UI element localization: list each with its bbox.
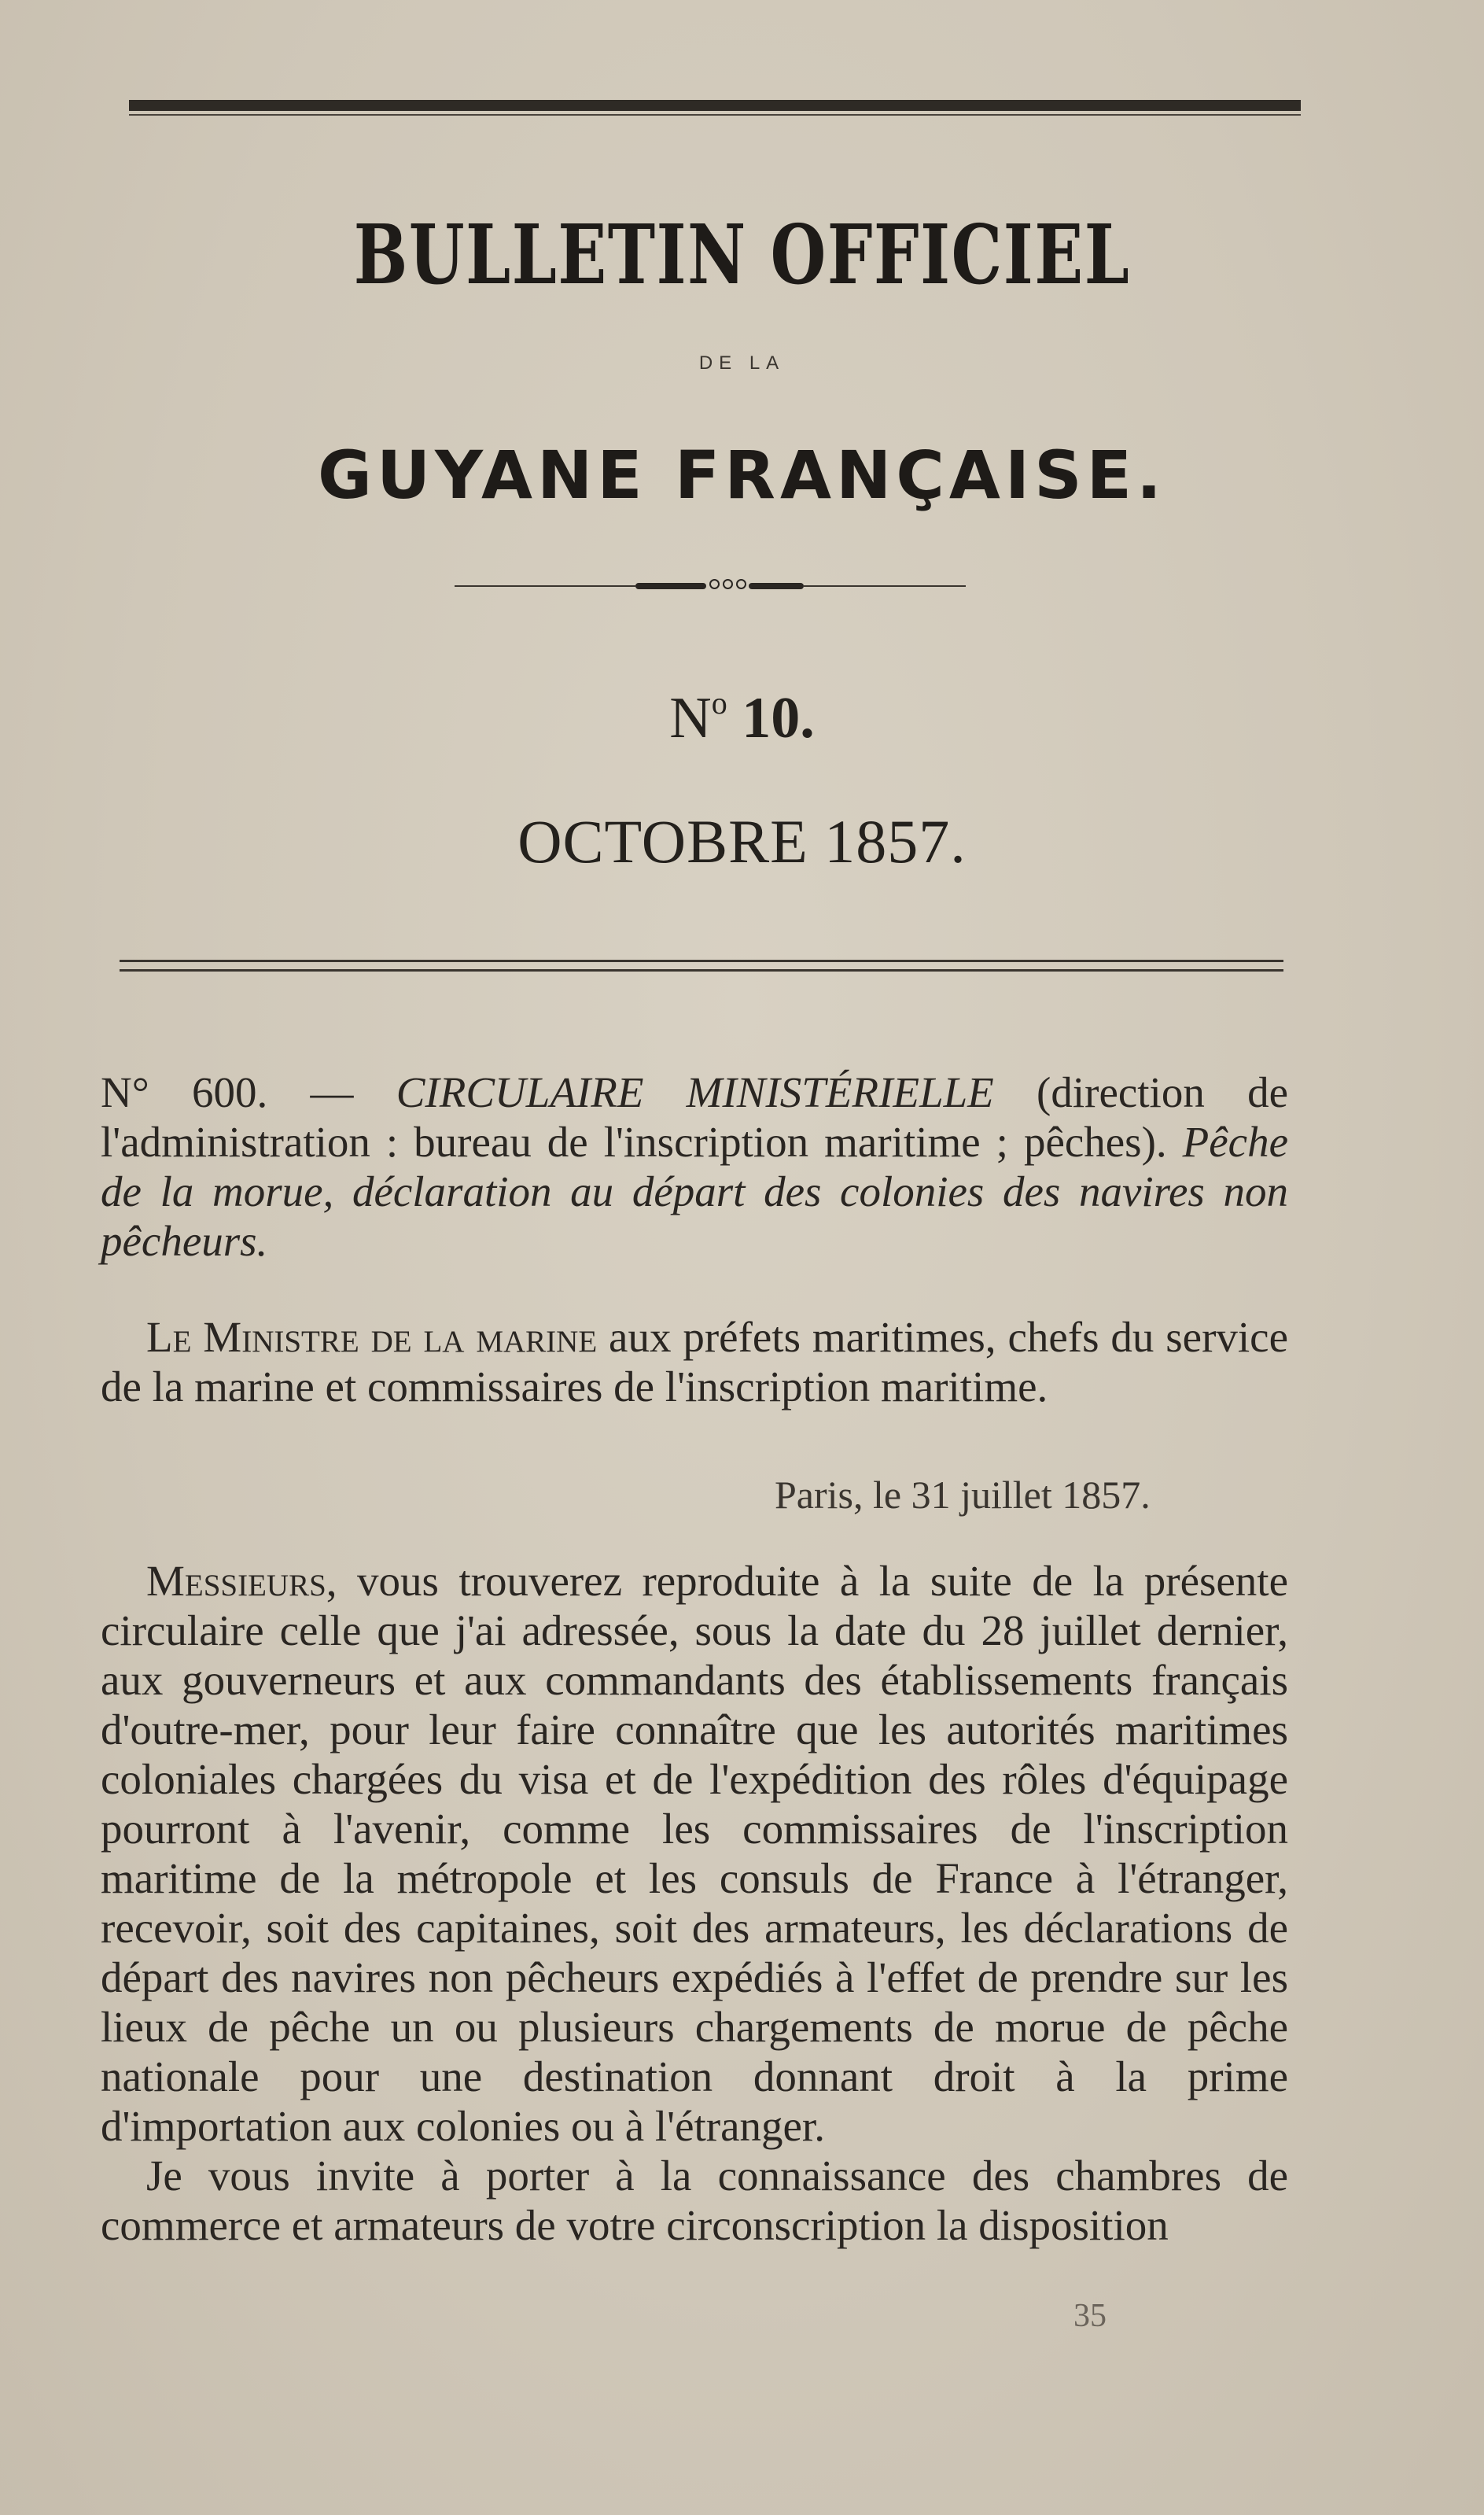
masthead-de-la: DE LA	[698, 352, 786, 374]
issue-date: OCTOBRE 1857.	[517, 807, 967, 876]
dateline: Paris, le 31 juillet 1857.	[775, 1473, 1151, 1517]
issue-number: $N^o$ 10.	[669, 685, 815, 750]
body-paragraph-1: Messieurs, vous trouverez reproduite à la suite de la présente circulaire celle que j'ai adressée, sous la date du 28 juillet dernier, aux gouverneurs et aux commandants des établissements français d'outre-mer, pour leur faire connaître que les autorités maritimes coloniales chargées du visa et de l'expédition des rôles d'équipage pourront à l'avenir, comme les commissaires de l'inscription maritime de la métropole et les consuls de France à l'étranger, recevoir, soit des capitaines, soit des armateurs, les déclarations de départ des navires non pêcheurs expédiés à l'effet de prendre sur les lieux de pêche un ou plusieurs chargements de morue de pêche nationale pour une destination donnant droit à la prime d'importation aux colonies ou à l'étranger.	[101, 1557, 1288, 2150]
item-number: N° 600. —	[101, 1068, 396, 1116]
item-direction: (direction de l'administration : bureau de l'inscription maritime ; pêches).	[101, 1068, 1288, 1166]
body-paragraph-2: Je vous invite à porter à la connaissance des chambres de commerce et armateurs de votre circonscription la disposition	[101, 2152, 1288, 2249]
salutation: Messieurs	[146, 1557, 326, 1605]
item-subject: Pêche de la morue, déclaration au départ des colonies des navires non pêcheurs.	[101, 1118, 1288, 1265]
address-from: Le Ministre de la marine	[146, 1313, 598, 1361]
item-heading	[101, 1068, 1288, 1266]
address-to: aux préfets maritimes, chefs du service de la marine et commissaires de l'inscription maritime.	[101, 1313, 1288, 1411]
address-line	[101, 1312, 1288, 1411]
item-title: CIRCULAIRE MINISTÉRIELLE	[396, 1068, 994, 1116]
ornament-divider	[455, 584, 966, 588]
masthead-territory: GUYANE FRANÇAISE.	[318, 437, 1166, 514]
page-number: 35	[1073, 2298, 1107, 2334]
double-rule	[120, 960, 1283, 962]
top-rule	[129, 100, 1301, 111]
body-text	[101, 1556, 1288, 2250]
masthead-title: BULLETIN OFFICIEL	[353, 206, 1131, 303]
